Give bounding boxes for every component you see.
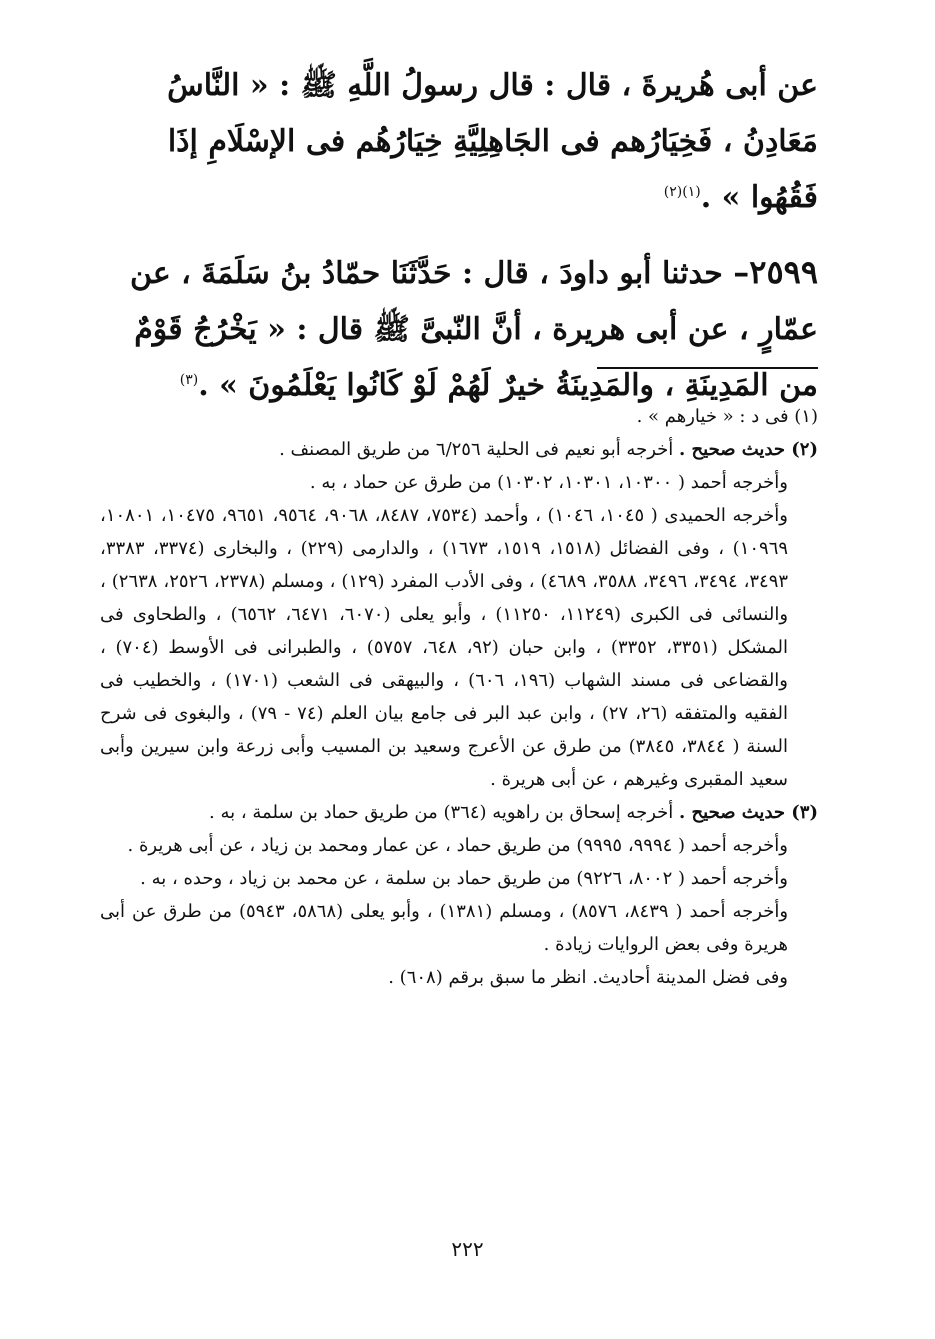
- footnote-paragraph: [100, 433, 818, 466]
- footnote-paragraph: [100, 961, 818, 994]
- footnote-text: أخرجه أبو نعيم فى الحلية ٦/٢٥٦ من طريق المصنف .: [279, 439, 679, 460]
- footnote-paragraph: [100, 829, 818, 862]
- footnote-paragraph: [100, 400, 818, 433]
- page-number: ٢٢٢: [451, 1237, 484, 1261]
- footnote-ref-1: (١): [682, 184, 701, 200]
- footnote-grade: (٢) حديث صحيح .: [679, 439, 818, 460]
- footnote-text: وفى فضل المدينة أحاديث. انظر ما سبق برقم (٦٠٨) .: [388, 967, 788, 988]
- footnote-paragraph: [100, 862, 818, 895]
- hadith-1-text: عن أبى هُريرةَ ، قال : قال رسولُ اللَّهِ ﷺ : « النَّاسُ مَعَادِنُ ، فَخِيَارُهم فى الجَاهِلِيَّةِ خِيَارُهُم فى الإسْلَامِ إذَا فَقُهُوا » .: [167, 68, 818, 215]
- footnote-text: أخرجه إسحاق بن راهويه (٣٦٤) من طريق حماد بن سلمة ، به .: [209, 802, 679, 823]
- hadith-text: [100, 58, 818, 414]
- footnote-text: وأخرجه أحمد ( ٩٩٩٤، ٩٩٩٥) من طريق حماد ، عن عمار ومحمد بن زياد ، عن أبى هريرة .: [127, 835, 788, 856]
- footnote-grade: (٣) حديث صحيح .: [679, 802, 818, 823]
- hadith-2-text: حدثنا أبو داودَ ، قال : حَدَّثَنَا حمّادُ بنُ سَلَمَةَ ، عن عمّارٍ ، عن أبى هريرة ، أنَّ النّبىَّ ﷺ قال : « يَخْرُجُ قَوْمٌ من المَدِينَةِ ، والمَدِينَةُ خيرٌ لَهُمْ لَوْ كَانُوا يَعْلَمُونَ » .: [129, 256, 818, 403]
- hadith-paragraph-2: [100, 244, 818, 414]
- footnote-paragraph: [100, 895, 818, 961]
- footnote-ref-3: (٣): [179, 372, 199, 388]
- footnotes: [100, 400, 818, 994]
- hadith-number: ٢٥٩٩–: [733, 253, 818, 291]
- hadith-paragraph-1: [100, 58, 818, 226]
- footnote-ref-2: (٢): [663, 184, 683, 200]
- footnote-paragraph: [100, 796, 818, 829]
- footnote-paragraph: [100, 499, 818, 796]
- footnote-divider: [597, 367, 818, 369]
- footnote-text: وأخرجه أحمد ( ١٠٣٠٠، ١٠٣٠١، ١٠٣٠٢) من طرق عن حماد ، به .: [309, 472, 788, 493]
- footnote-text: وأخرجه الحميدى ( ١٠٤٥، ١٠٤٦) ، وأحمد (٧٥٣٤، ٨٤٨٧، ٩٠٦٨، ٩٥٦٤، ٩٦٥١، ١٠٤٧٥، ١٠٨٠١، ١٠٩٦٩) ، وفى الفضائل (١٥١٨، ١٥١٩، ١٦٧٣) ، والدارمى (٢٢٩) ، والبخارى (٣٣٧٤، ٣٣٨٣، ٣٤٩٣، ٣٤٩٤، ٣٤٩٦، ٣٥٨٨، ٤٦٨٩) ، وفى الأدب المفرد (١٢٩) ، ومسلم (٢٣٧٨، ٢٥٢٦، ٢٦٣٨) ، والنسائى فى الكبرى (١١٢٤٩، ١١٢٥٠) ، وأبو يعلى (٦٠٧٠، ٦٤٧١، ٦٥٦٢) ، والطحاوى فى المشكل (٣٣٥١، ٣٣٥٢) ، وابن حبان (٩٢، ٦٤٨، ٥٧٥٧) ، والطبرانى فى الأوسط (٧٠٤) ، والقضاعى فى مسند الشهاب (١٩٦، ٦٠٦) ، والبيهقى فى الشعب (١٧٠١) ، والخطيب فى الفقيه والمتفقه (٢٦، ٢٧) ، وابن عبد البر فى جامع بيان العلم (٧٤ - ٧٩) ، والبغوى فى شرح السنة ( ٣٨٤٤، ٣٨٤٥) من طرق عن الأعرج وسعيد بن المسيب وأبى زرعة وابن سيرين وأبى سعيد المقبرى وغيرهم ، عن أبى هريرة .: [100, 505, 789, 790]
- footnote-paragraph: [100, 466, 818, 499]
- footnote-text: وأخرجه أحمد ( ٨٠٠٢، ٩٢٢٦) من طريق حماد بن سلمة ، عن محمد بن زياد ، وحده ، به .: [140, 868, 788, 889]
- footnote-text: وأخرجه أحمد ( ٨٤٣٩، ٨٥٧٦) ، ومسلم (١٣٨١) ، وأبو يعلى (٥٨٦٨، ٥٩٤٣) من طرق عن أبى هريرة وفى بعض الروايات زيادة .: [100, 901, 789, 955]
- footnote-text: (١) فى د : « خيارهم » .: [636, 406, 818, 427]
